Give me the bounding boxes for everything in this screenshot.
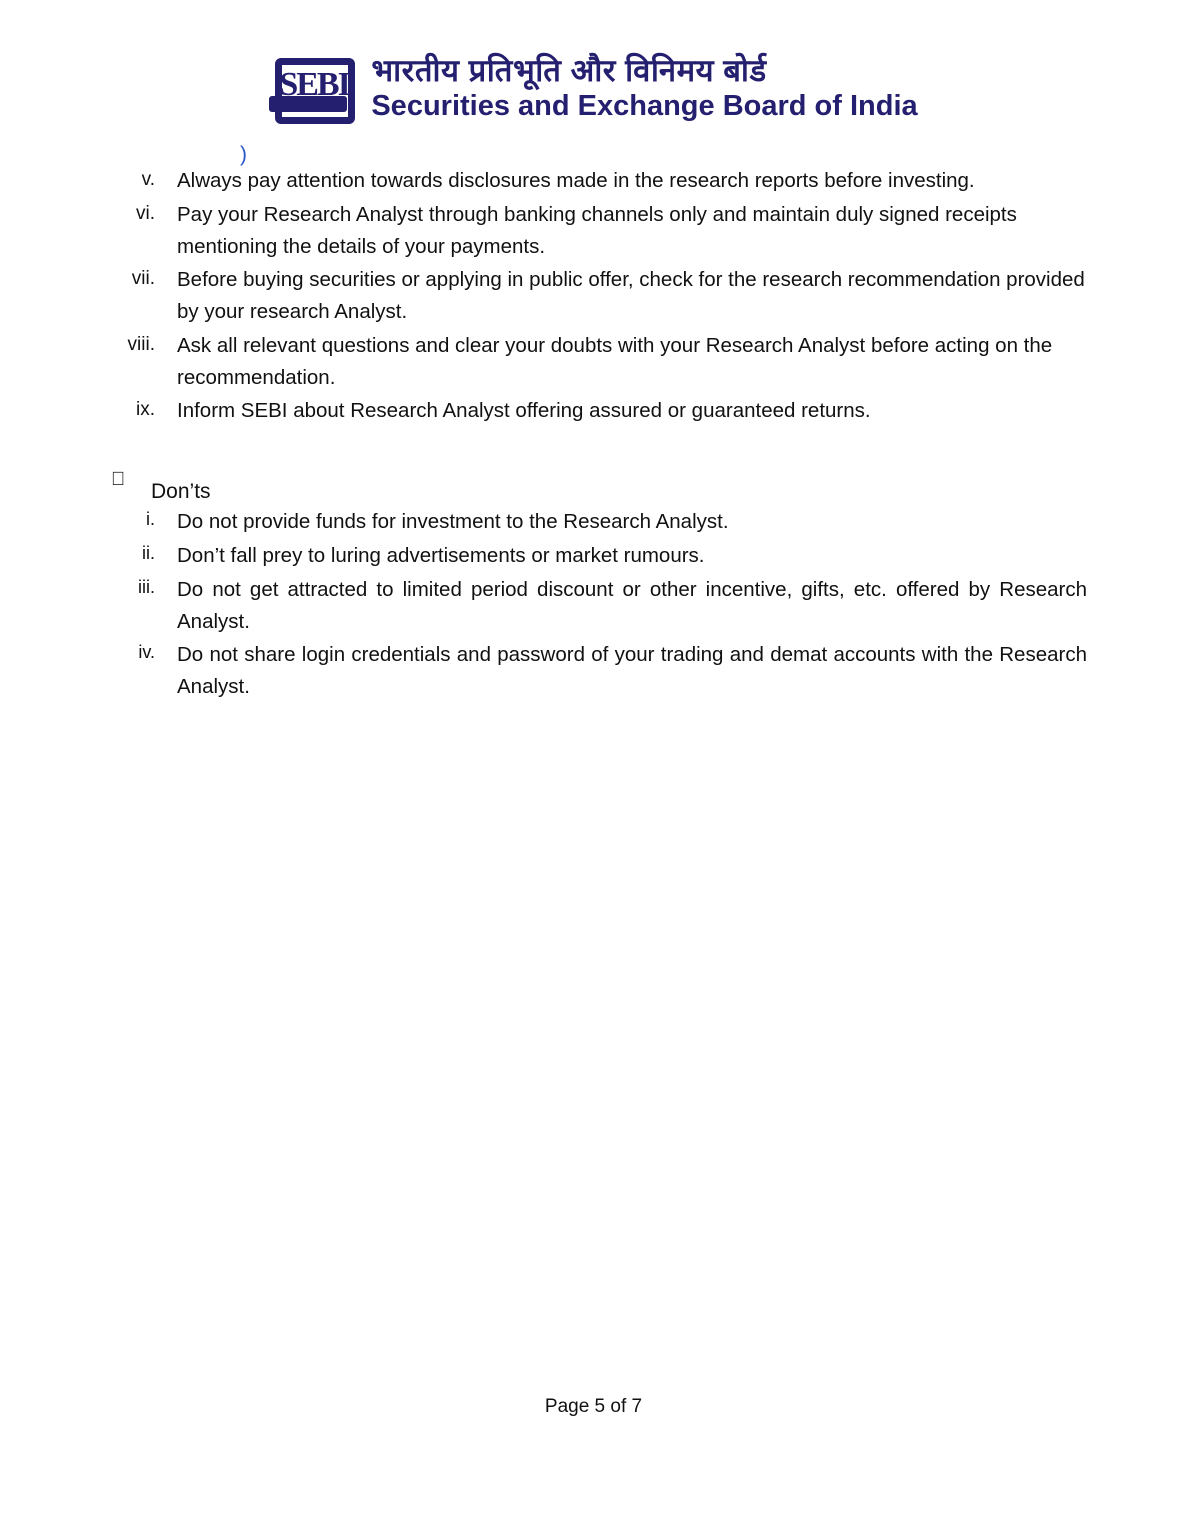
list-item [105, 264, 1087, 328]
donts-title: Don’ts [151, 480, 211, 504]
list-marker: i. [146, 509, 155, 530]
list-marker: vi. [136, 202, 155, 224]
stray-parenthesis: ) [240, 143, 247, 166]
list-text: Do not share login credentials and password of your trading and demat accounts with the Research Analyst. [177, 643, 1087, 699]
donts-heading [105, 469, 1087, 504]
list-item [105, 639, 1087, 703]
list-marker: iv. [138, 642, 155, 663]
list-text: Do not get attracted to limited period discount or other incentive, gifts, etc. offered by Research Analyst. [177, 577, 1087, 633]
list-text: Ask all relevant questions and clear your doubts with your Research Analyst before acting on the recommendation. [177, 333, 1053, 389]
sebi-logo-letters: SEBI [279, 66, 349, 103]
list-text: Do not provide funds for investment to the Research Analyst. [177, 510, 729, 534]
list-item [105, 165, 1087, 197]
list-text: Always pay attention towards disclosures made in the research reports before investing. [177, 169, 975, 192]
sebi-logo-icon [269, 52, 353, 124]
list-item [105, 330, 1087, 394]
sebi-title-english: Securities and Exchange Board of India [371, 90, 918, 123]
list-item [105, 506, 1087, 538]
document-content [0, 144, 1187, 703]
list-item [105, 574, 1087, 638]
list-marker: v. [141, 169, 155, 190]
list-text: Pay your Research Analyst through banking channels only and maintain duly signed receipts mentioning the details of your payments. [177, 202, 1017, 258]
list-item [105, 395, 1087, 427]
list-marker: ii. [142, 543, 155, 564]
bullet-icon [105, 469, 151, 492]
list-marker: iii. [138, 576, 155, 597]
list-marker: vii. [131, 268, 155, 290]
sebi-logo-text [371, 53, 917, 124]
list-text: Before buying securities or applying in public offer, check for the research recommendation provided by your research Analyst. [177, 268, 1085, 324]
sebi-title-hindi: भारतीय प्रतिभूति और विनिमय बोर्ड [371, 52, 767, 88]
page-footer: Page 5 of 7 [544, 1396, 643, 1417]
donts-list [105, 506, 1087, 703]
list-marker: ix. [136, 399, 155, 421]
dos-list [105, 165, 1087, 427]
list-text: Inform SEBI about Research Analyst offering assured or guaranteed returns. [177, 399, 871, 423]
list-item [105, 540, 1087, 572]
list-marker: viii. [127, 333, 155, 355]
sebi-header [0, 0, 1187, 124]
list-text: Don’t fall prey to luring advertisements or market rumours. [177, 544, 705, 568]
list-item [105, 199, 1087, 263]
donts-section [105, 469, 1087, 703]
